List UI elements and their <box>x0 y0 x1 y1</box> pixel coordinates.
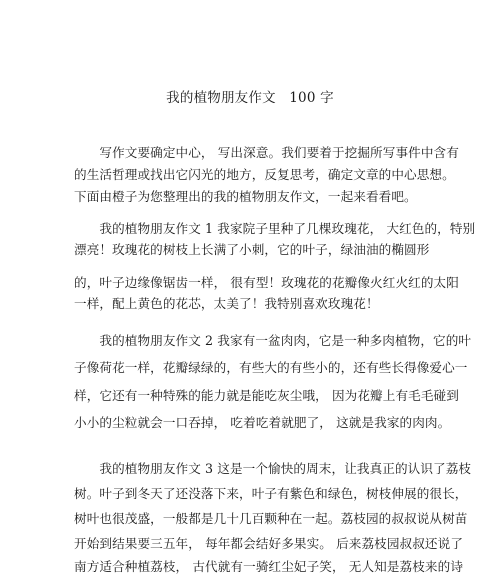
essay-1-line: 漂亮！玫瑰花的树枝上长满了小刺，它的叶子，绿油油的椭圆形 <box>74 242 430 257</box>
essay-3-line: 南方适合种植荔枝， 古代就有一骑红尘妃子笑， 无人知是荔枝来的诗 <box>74 559 464 574</box>
essay-3-line: 我的植物朋友作文 3 这是一个愉快的周末，让我真正的认识了荔枝 <box>74 461 472 476</box>
essay-1-line: 的，叶子边缘像锯齿一样， 很有型！玫瑰花的花瓣像火红火红的太阳 <box>74 275 459 290</box>
essay-2-line: 样，它还有一种特殊的能力就是能吃灰尘哦， 因为花瓣上有毛毛碰到 <box>74 388 459 403</box>
essay-1-line: 我的植物朋友作文 1 我家院子里种了几棵玫瑰花， 大红色的，特别 <box>74 221 476 236</box>
essay-1-line: 一样，配上黄色的花芯，太美了！我特别喜欢玫瑰花！ <box>74 296 379 311</box>
intro-line: 的生活哲理或找出它闪光的地方，反复思考，确定文章的中心思想。 <box>74 167 455 182</box>
essay-3-line: 开始到结果要三五年， 每年都会结好多果实。 后来荔枝园叔叔还说了 <box>74 536 464 551</box>
intro-line: 写作文要确定中心， 写出深意。我们要着于挖掘所写事件中含有 <box>74 145 459 160</box>
essay-3-line: 树。叶子到冬天了还没落下来，叶子有紫色和绿色，树枝伸展的很长， <box>74 486 468 501</box>
essay-2-line: 小小的尘粒就会一口吞掉， 吃着吃着就肥了， 这就是我家的肉肉。 <box>74 415 451 430</box>
essay-2-line: 我的植物朋友作文 2 我家有一盆肉肉，它是一种多肉植物，它的叶 <box>74 333 472 348</box>
essay-3-line: 树叶也很茂盛，一般都是几十几百颗种在一起。荔枝园的叔叔说从树苗 <box>74 511 468 526</box>
document-title: 我的植物朋友作文 100 字 <box>166 90 334 106</box>
essay-2-line: 子像荷花一样，花瓣绿绿的，有些大的有些小的，还有些长得像爱心一 <box>74 360 468 375</box>
intro-line: 下面由橙子为您整理出的我的植物朋友作文，一起来看看吧。 <box>74 189 417 204</box>
